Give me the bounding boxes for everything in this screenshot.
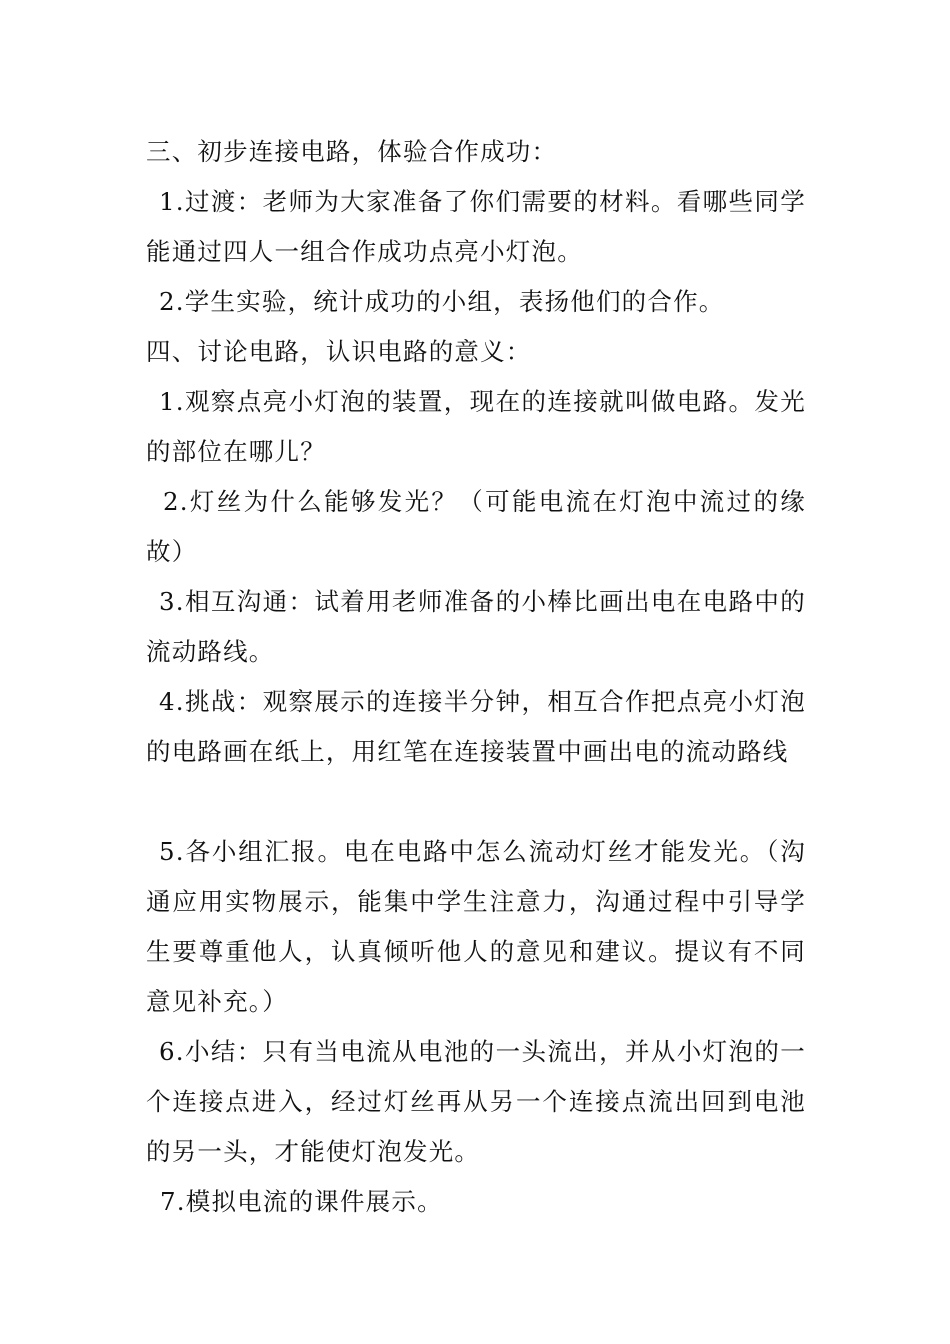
step-challenge: 4.挑战：观察展示的连接半分钟，相互合作把点亮小灯泡的电路画在纸上，用红笔在连接装置中画出电的流动路线 [146,687,806,766]
step-transition: 1.过渡：老师为大家准备了你们需要的材料。看哪些同学能通过四人一组合作成功点亮小灯泡。 [146,187,806,266]
step-student-experiment: 2.学生实验，统计成功的小组，表扬他们的合作。 [159,287,725,316]
step-courseware-demo: 7.模拟电流的课件展示。 [160,1187,443,1216]
section-heading-4: 四、讨论电路，认识电路的意义： [146,337,532,366]
document-body [146,127,806,1227]
step-summary: 6.小结：只有当电流从电池的一头流出，并从小灯泡的一个连接点进入，经过灯丝再从另一个连接点流出回到电池的另一头，才能使灯泡发光。 [146,1037,806,1166]
step-observe-device: 1.观察点亮小灯泡的装置，现在的连接就叫做电路。发光的部位在哪儿？ [146,387,806,466]
step-group-report: 5.各小组汇报。电在电路中怎么流动灯丝才能发光。（沟通应用实物展示，能集中学生注意力，沟通过程中引导学生要尊重他人，认真倾听他人的意见和建议。提议有不同意见补充。） [146,837,806,1016]
step-filament-question: 2.灯丝为什么能够发光？（可能电流在灯泡中流过的缘故） [146,487,806,566]
section-heading-3: 三、初步连接电路，体验合作成功： [146,137,558,166]
step-communicate: 3.相互沟通：试着用老师准备的小棒比画出电在电路中的流动路线。 [146,587,806,666]
